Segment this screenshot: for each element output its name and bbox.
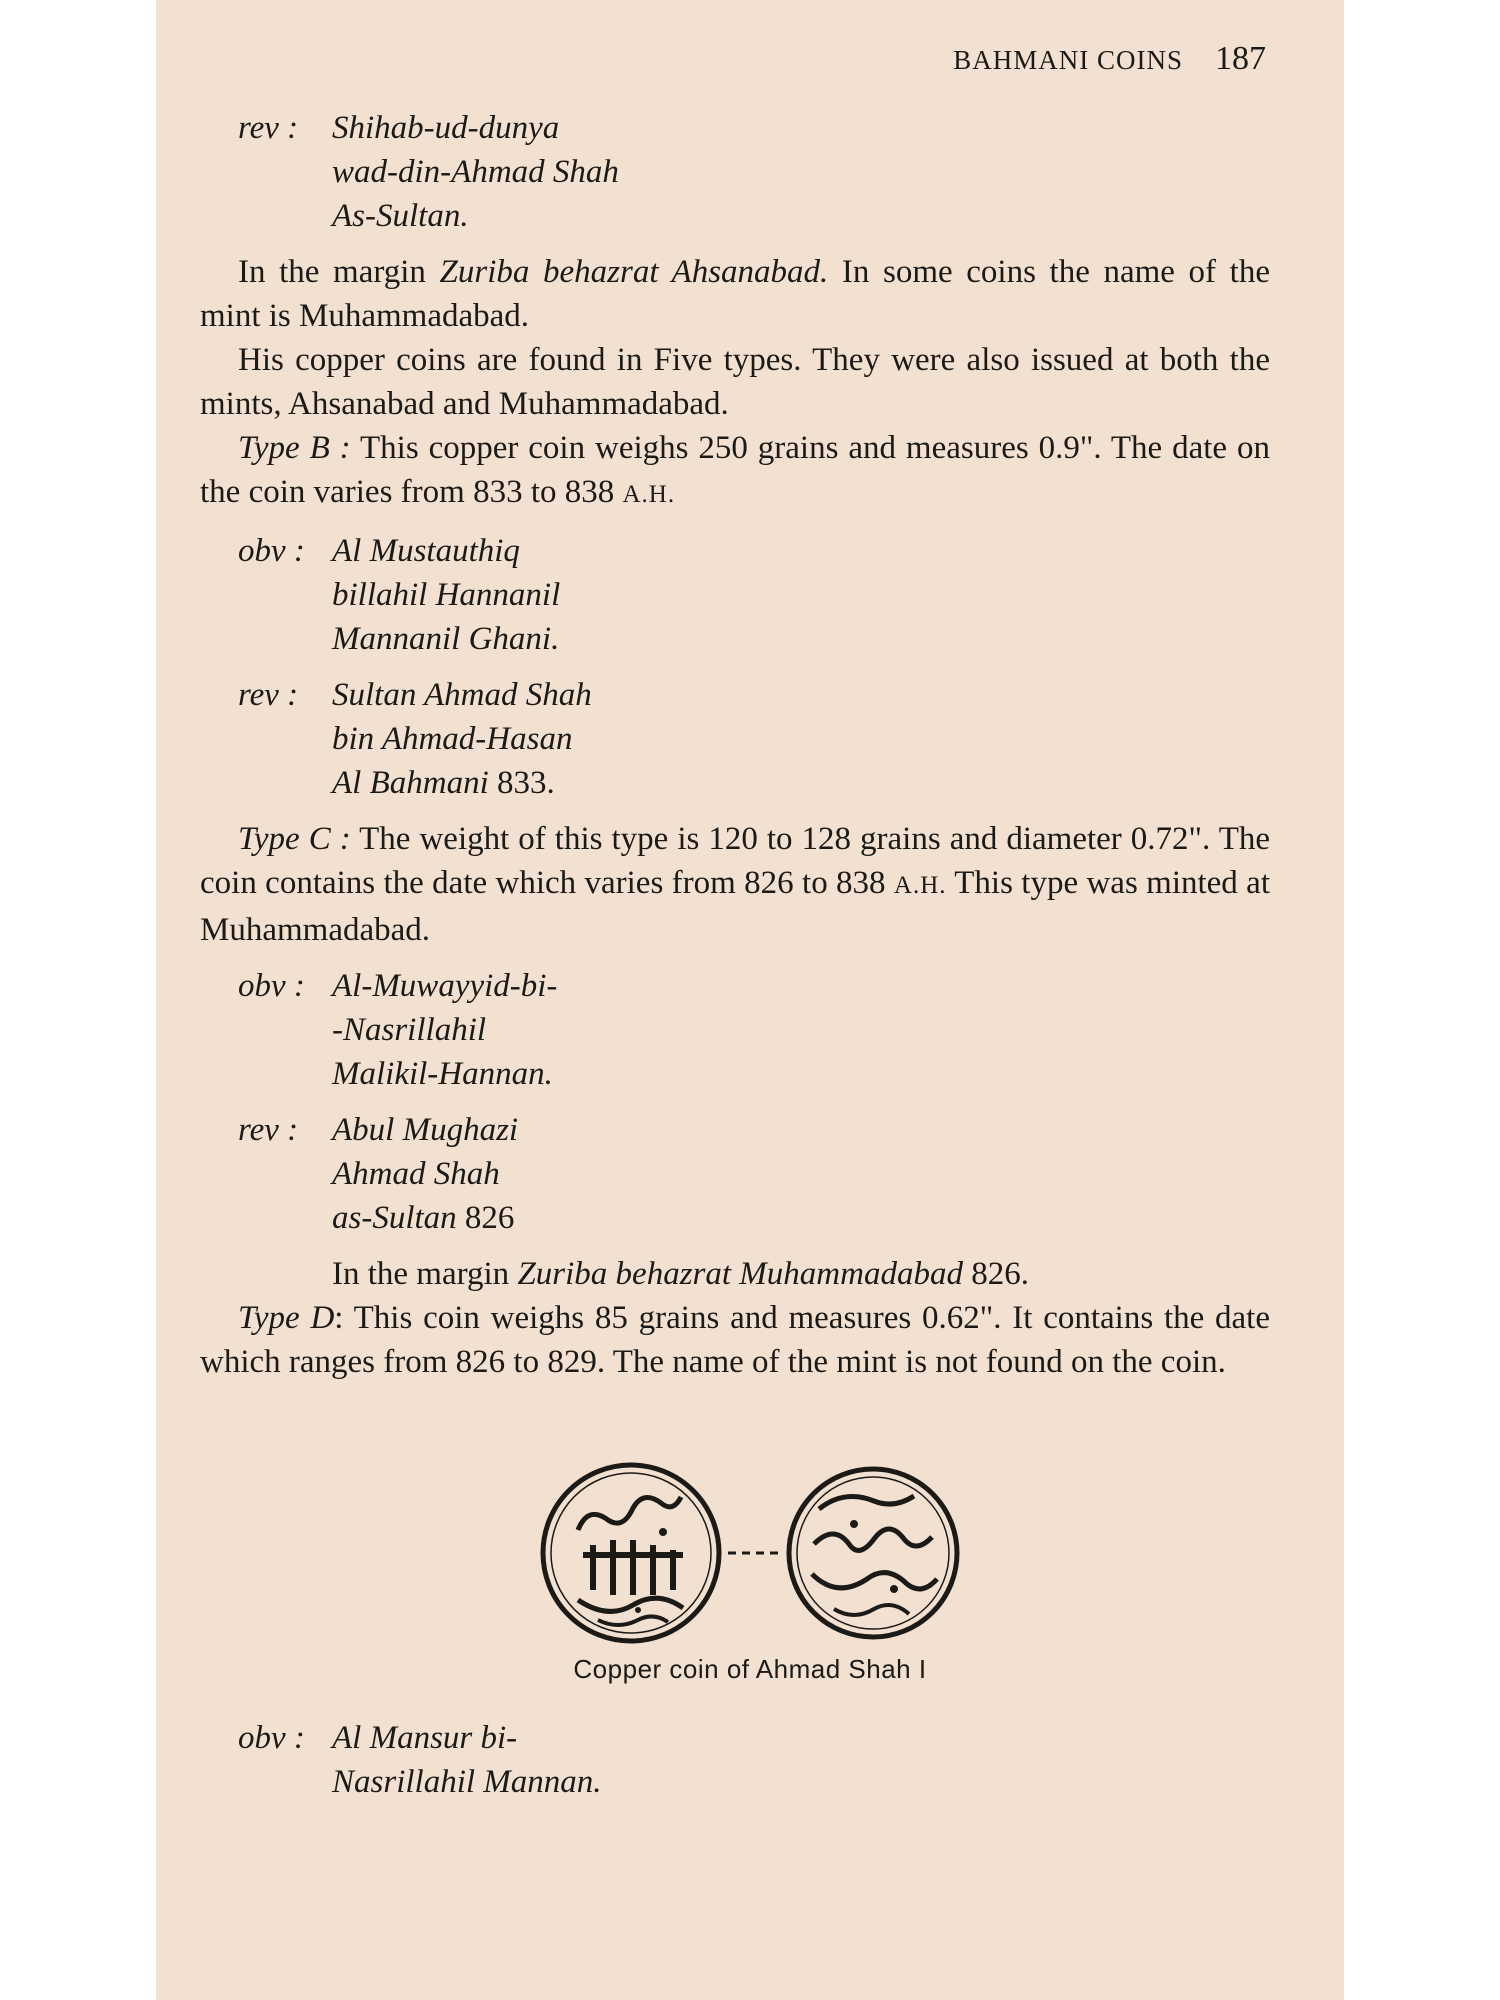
type-c-paragraph bbox=[200, 817, 1270, 952]
obv-label: obv : bbox=[238, 968, 305, 1004]
rev-lines bbox=[332, 673, 592, 805]
running-head: BAHMANI COINS bbox=[953, 45, 1183, 75]
obv-entry-4 bbox=[200, 1716, 1270, 1804]
date-run: 826 bbox=[456, 1200, 515, 1236]
page-header bbox=[953, 40, 1266, 78]
coin-figure bbox=[156, 1460, 1344, 1685]
rev-line: Sultan Ahmad Shah bbox=[332, 677, 592, 713]
obv-lines bbox=[332, 964, 557, 1096]
type-b-paragraph bbox=[200, 426, 1270, 517]
text-run: In the margin bbox=[238, 254, 440, 290]
type-label: Type B : bbox=[238, 430, 351, 466]
margin-paragraph-2 bbox=[200, 1252, 1270, 1296]
rev-lines bbox=[332, 1108, 518, 1240]
margin-paragraph bbox=[200, 250, 1270, 338]
rev-entry-1 bbox=[200, 106, 1270, 238]
rev-line: Ahmad Shah bbox=[332, 1156, 500, 1192]
rev-line: Abul Mughazi bbox=[332, 1112, 519, 1148]
text-run: This copper coin weighs 250 grains and measures 0.9". The date on the coin varies from 833 to 838 bbox=[200, 430, 1270, 510]
copper-types-paragraph: His copper coins are found in Five types. They were also issued at both the mints, Ahsanabad and Muhammadabad. bbox=[200, 342, 1270, 422]
type-label: Type D bbox=[238, 1300, 335, 1336]
type-d-paragraph bbox=[200, 1296, 1270, 1384]
obv-lines bbox=[332, 1716, 602, 1804]
rev-label: rev : bbox=[238, 677, 299, 713]
coin-images bbox=[156, 1460, 1344, 1646]
rev-line: wad-din-Ahmad Shah bbox=[332, 154, 619, 190]
text-run: The weight of this type is 120 to 128 grains and diameter 0.72". The coin contains the date which varies from 826 to 838 bbox=[200, 821, 1270, 901]
obv-entry-2 bbox=[200, 529, 1270, 661]
italic-run: Zuriba behazrat Ahsanabad. bbox=[439, 254, 829, 290]
obv-lines bbox=[332, 529, 560, 661]
obv-line: -Nasrillahil bbox=[332, 1012, 487, 1048]
dash-connector bbox=[724, 1543, 784, 1563]
rev-entry-2 bbox=[200, 673, 1270, 805]
page-body bbox=[200, 106, 1270, 1384]
rev-line bbox=[332, 1196, 518, 1240]
obv-line: Mannanil Ghani. bbox=[332, 621, 560, 657]
rev-label: rev : bbox=[238, 1112, 299, 1148]
rev-line: Shihab-ud-dunya bbox=[332, 110, 560, 146]
rev-label: rev : bbox=[238, 110, 299, 146]
rev-line: As-Sultan. bbox=[332, 198, 469, 234]
book-page bbox=[156, 0, 1344, 2000]
obv-label: obv : bbox=[238, 1720, 305, 1756]
figure-caption: Copper coin of Ahmad Shah I bbox=[573, 1654, 927, 1684]
page-number: 187 bbox=[1215, 40, 1266, 77]
rev-entry-3 bbox=[200, 1108, 1270, 1240]
obv-entry-3 bbox=[200, 964, 1270, 1096]
coin-reverse-image bbox=[784, 1464, 962, 1642]
rev-lines bbox=[332, 106, 619, 238]
text-run: In some coins the name of the mint is Muhammadabad. bbox=[200, 254, 1270, 334]
page-body-bottom bbox=[200, 1716, 1270, 1804]
obv-line: Malikil-Hannan. bbox=[332, 1056, 553, 1092]
coin-obverse-image bbox=[538, 1460, 724, 1646]
text-run: : This coin weighs 85 grains and measures 0.62". It contains the date which ranges from 826 to 829. The name of the mint is not found on the coin. bbox=[200, 1300, 1270, 1380]
era-abbrev: A.H. bbox=[893, 872, 947, 899]
rev-line: bin Ahmad-Hasan bbox=[332, 721, 573, 757]
era-abbrev: A.H. bbox=[622, 481, 676, 508]
date-run: 833. bbox=[488, 765, 555, 801]
italic-run: as-Sultan bbox=[332, 1200, 457, 1236]
obv-line: Nasrillahil Mannan. bbox=[332, 1764, 602, 1800]
obv-line: Al Mansur bi- bbox=[332, 1720, 518, 1756]
text-run: This type was minted at Muhammadabad. bbox=[200, 865, 1270, 948]
rev-line bbox=[332, 761, 592, 805]
italic-run: Zuriba behazrat Muhammadabad bbox=[517, 1256, 963, 1292]
obv-line: Al-Muwayyid-bi- bbox=[332, 968, 558, 1004]
obv-label: obv : bbox=[238, 533, 305, 569]
italic-run: Al Bahmani bbox=[332, 765, 489, 801]
type-label: Type C : bbox=[238, 821, 351, 857]
obv-line: Al Mustauthiq bbox=[332, 533, 520, 569]
text-run: 826. bbox=[962, 1256, 1029, 1292]
text-run: In the margin bbox=[332, 1256, 518, 1292]
obv-line: billahil Hannanil bbox=[332, 577, 561, 613]
